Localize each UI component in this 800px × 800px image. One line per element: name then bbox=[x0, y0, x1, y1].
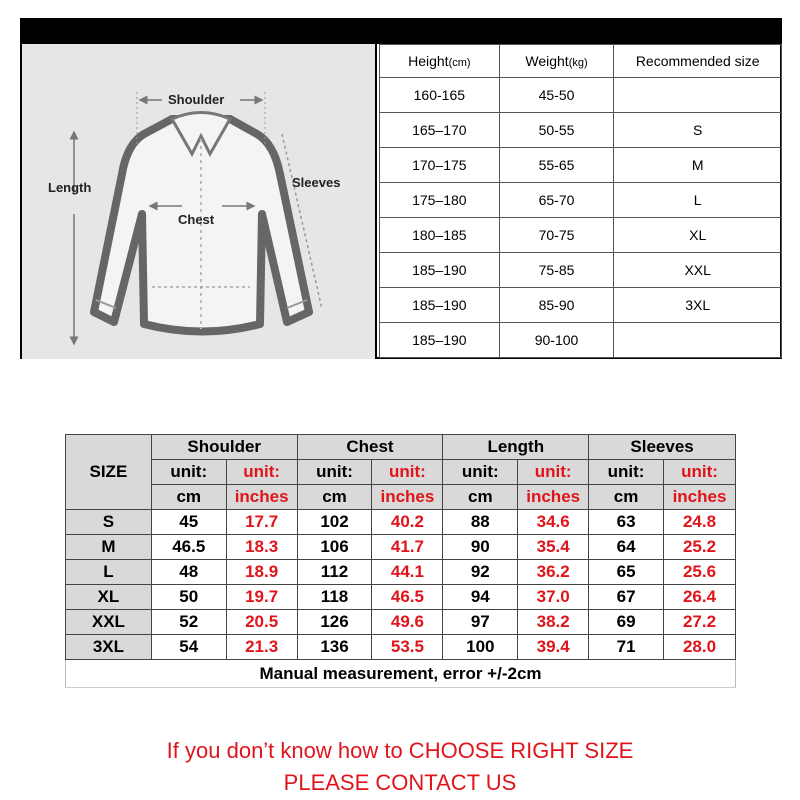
length-header: Length bbox=[443, 435, 589, 460]
unit-inches: inches bbox=[372, 485, 443, 510]
size-cell: XL bbox=[66, 585, 152, 610]
cm-cell: 92 bbox=[443, 560, 518, 585]
cm-cell: 63 bbox=[589, 510, 664, 535]
inches-cell: 21.3 bbox=[226, 635, 297, 660]
note-row bbox=[66, 660, 736, 688]
shoulder-label: Shoulder bbox=[168, 92, 225, 107]
cm-cell: 112 bbox=[297, 560, 372, 585]
table-row bbox=[66, 635, 736, 660]
group-header-row bbox=[66, 435, 736, 460]
size-cell: S bbox=[66, 510, 152, 535]
shoulder-header: Shoulder bbox=[151, 435, 297, 460]
chest-header: Chest bbox=[297, 435, 443, 460]
inches-cell: 34.6 bbox=[518, 510, 589, 535]
table-row: 165–170 50-55 S bbox=[380, 113, 782, 148]
inches-cell: 38.2 bbox=[518, 610, 589, 635]
inches-cell: 39.4 bbox=[518, 635, 589, 660]
unit-inches: inches bbox=[518, 485, 589, 510]
inches-cell: 44.1 bbox=[372, 560, 443, 585]
cm-cell: 48 bbox=[151, 560, 226, 585]
recommended-size-header: Recommended size bbox=[614, 45, 782, 78]
size-cell: XXL bbox=[66, 610, 152, 635]
sleeves-header: Sleeves bbox=[589, 435, 736, 460]
height-weight-table bbox=[379, 44, 782, 358]
cm-cell: 97 bbox=[443, 610, 518, 635]
unit-label: unit: bbox=[226, 460, 297, 485]
unit-value-row bbox=[66, 485, 736, 510]
cm-cell: 71 bbox=[589, 635, 664, 660]
inches-cell: 46.5 bbox=[372, 585, 443, 610]
cm-cell: 65 bbox=[589, 560, 664, 585]
table-row: 185–190 90-100 bbox=[380, 323, 782, 358]
table-row bbox=[66, 535, 736, 560]
size-measurement-table bbox=[65, 434, 736, 688]
inches-cell: 24.8 bbox=[664, 510, 736, 535]
inches-cell: 28.0 bbox=[664, 635, 736, 660]
inches-cell: 18.9 bbox=[226, 560, 297, 585]
table-row bbox=[66, 585, 736, 610]
table-row bbox=[66, 510, 736, 535]
inches-cell: 53.5 bbox=[372, 635, 443, 660]
unit-label: unit: bbox=[664, 460, 736, 485]
unit-cm: cm bbox=[589, 485, 664, 510]
size-header: SIZE bbox=[66, 435, 152, 510]
inches-cell: 27.2 bbox=[664, 610, 736, 635]
inches-cell: 40.2 bbox=[372, 510, 443, 535]
inches-cell: 36.2 bbox=[518, 560, 589, 585]
size-cell: M bbox=[66, 535, 152, 560]
cm-cell: 88 bbox=[443, 510, 518, 535]
cm-cell: 54 bbox=[151, 635, 226, 660]
cm-cell: 45 bbox=[151, 510, 226, 535]
unit-cm: cm bbox=[443, 485, 518, 510]
inches-cell: 35.4 bbox=[518, 535, 589, 560]
table-row: 170–175 55-65 M bbox=[380, 148, 782, 183]
cm-cell: 90 bbox=[443, 535, 518, 560]
inches-cell: 25.2 bbox=[664, 535, 736, 560]
inches-cell: 37.0 bbox=[518, 585, 589, 610]
inches-cell: 26.4 bbox=[664, 585, 736, 610]
cm-cell: 50 bbox=[151, 585, 226, 610]
length-label: Length bbox=[48, 180, 92, 195]
size-guide-panel bbox=[20, 18, 782, 359]
shirt-diagram bbox=[22, 44, 377, 359]
weight-header: Weight(kg) bbox=[499, 45, 614, 78]
cm-cell: 102 bbox=[297, 510, 372, 535]
unit-label: unit: bbox=[443, 460, 518, 485]
size-cell: L bbox=[66, 560, 152, 585]
inches-cell: 20.5 bbox=[226, 610, 297, 635]
unit-cm: cm bbox=[297, 485, 372, 510]
cm-cell: 64 bbox=[589, 535, 664, 560]
size-cell: 3XL bbox=[66, 635, 152, 660]
table-row bbox=[66, 560, 736, 585]
cm-cell: 67 bbox=[589, 585, 664, 610]
table-row: 175–180 65-70 L bbox=[380, 183, 782, 218]
inches-cell: 41.7 bbox=[372, 535, 443, 560]
cm-cell: 118 bbox=[297, 585, 372, 610]
top-black-bar bbox=[22, 20, 780, 44]
table-row: 185–190 85-90 3XL bbox=[380, 288, 782, 323]
inches-cell: 25.6 bbox=[664, 560, 736, 585]
cm-cell: 46.5 bbox=[151, 535, 226, 560]
unit-label: unit: bbox=[589, 460, 664, 485]
contact-line-2: PLEASE CONTACT US bbox=[283, 770, 517, 795]
sleeves-label: Sleeves bbox=[292, 175, 341, 190]
measurement-note: Manual measurement, error +/-2cm bbox=[66, 660, 736, 688]
table-row bbox=[66, 610, 736, 635]
contact-line-1: If you don’t know how to CHOOSE RIGHT SIZE bbox=[166, 738, 634, 763]
table-row: 185–190 75-85 XXL bbox=[380, 253, 782, 288]
height-header: Height(cm) bbox=[380, 45, 500, 78]
unit-label: unit: bbox=[372, 460, 443, 485]
unit-label: unit: bbox=[151, 460, 226, 485]
unit-label: unit: bbox=[518, 460, 589, 485]
cm-cell: 69 bbox=[589, 610, 664, 635]
cm-cell: 126 bbox=[297, 610, 372, 635]
unit-inches: inches bbox=[226, 485, 297, 510]
chest-label: Chest bbox=[178, 212, 215, 227]
cm-cell: 106 bbox=[297, 535, 372, 560]
unit-label: unit: bbox=[297, 460, 372, 485]
cm-cell: 136 bbox=[297, 635, 372, 660]
cm-cell: 100 bbox=[443, 635, 518, 660]
cm-cell: 94 bbox=[443, 585, 518, 610]
cm-cell: 52 bbox=[151, 610, 226, 635]
table-header-row bbox=[380, 45, 782, 78]
unit-cm: cm bbox=[151, 485, 226, 510]
inches-cell: 19.7 bbox=[226, 585, 297, 610]
unit-label-row bbox=[66, 460, 736, 485]
inches-cell: 18.3 bbox=[226, 535, 297, 560]
table-row: 160-165 45-50 bbox=[380, 78, 782, 113]
unit-inches: inches bbox=[664, 485, 736, 510]
table-row: 180–185 70-75 XL bbox=[380, 218, 782, 253]
inches-cell: 17.7 bbox=[226, 510, 297, 535]
inches-cell: 49.6 bbox=[372, 610, 443, 635]
